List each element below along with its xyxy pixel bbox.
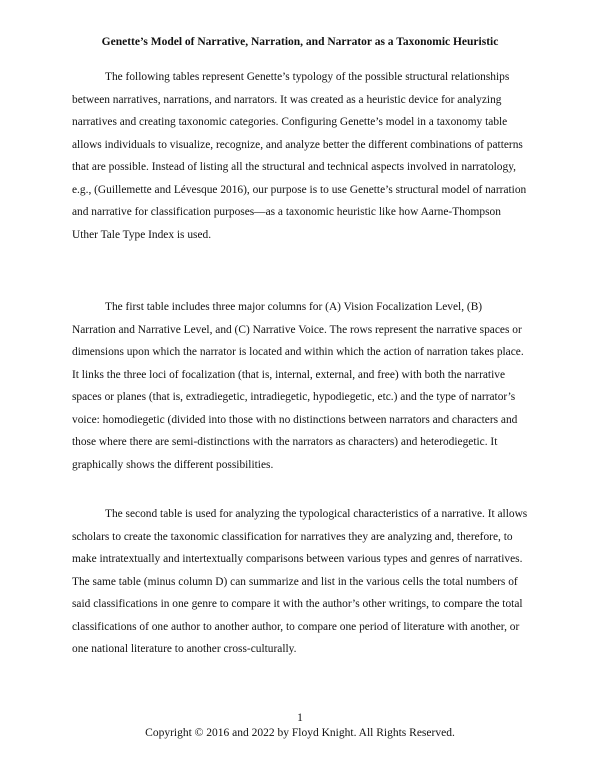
copyright-footer: Copyright © 2016 and 2022 by Floyd Knight. All Rights Reserved. <box>145 727 455 739</box>
page-number: 1 <box>297 712 303 724</box>
body-paragraph-1: The following tables represent Genette’s typology of the possible structural relationships between narratives, narrations, and narrators. It was created as a heuristic device for analyzing narratives and creating taxonomic categories. Configuring Genette’s model in a taxonomy table allows individuals to visualize, recognize, and analyze better the different combinations of patterns that are possible. Instead of listing all the structural and technical aspects involved in narratology, e.g., (Guillemette and Lévesque 2016), our purpose is to use Genette’s structural model of narration and narrative for classification purposes—as a taxonomic heuristic like how Aarne-Thompson Uther Tale Type Index is used. <box>72 71 527 241</box>
page-title: Genette’s Model of Narrative, Narration, and Narrator as a Taxonomic Heuristic <box>101 36 499 48</box>
body-paragraph-2: The first table includes three major columns for (A) Vision Focalization Level, (B) Narration and Narrative Level, and (C) Narrative Voice. The rows represent the narrative spaces or dimensions upon which the narrator is located and within which the action of narration takes place. It links the three loci of focalization (that is, internal, external, and free) with both the narrative spaces or planes (that is, extradiegetic, intradiegetic, hypodiegetic, etc.) and the type of narrator’s voice: homodiegetic (divided into those with no distinctions between narrators and characters and those where there are semi-distinctions with the narrators as characters) and heterodiegetic. It graphically shows the different possibilities. <box>72 301 524 471</box>
body-paragraph-3: The second table is used for analyzing the typological characteristics of a narrative. It allows scholars to create the taxonomic classification for narratives they are analyzing and, therefore, to make intratextually and intertextually comparisons between various types and genres of narratives. The same table (minus column D) can summarize and list in the various cells the total numbers of said classifications in one genre to compare it with the author’s other writings, to compare the total classifications of one author to another author, to compare one period of literature with another, or one national literature to another cross-culturally. <box>72 508 528 655</box>
